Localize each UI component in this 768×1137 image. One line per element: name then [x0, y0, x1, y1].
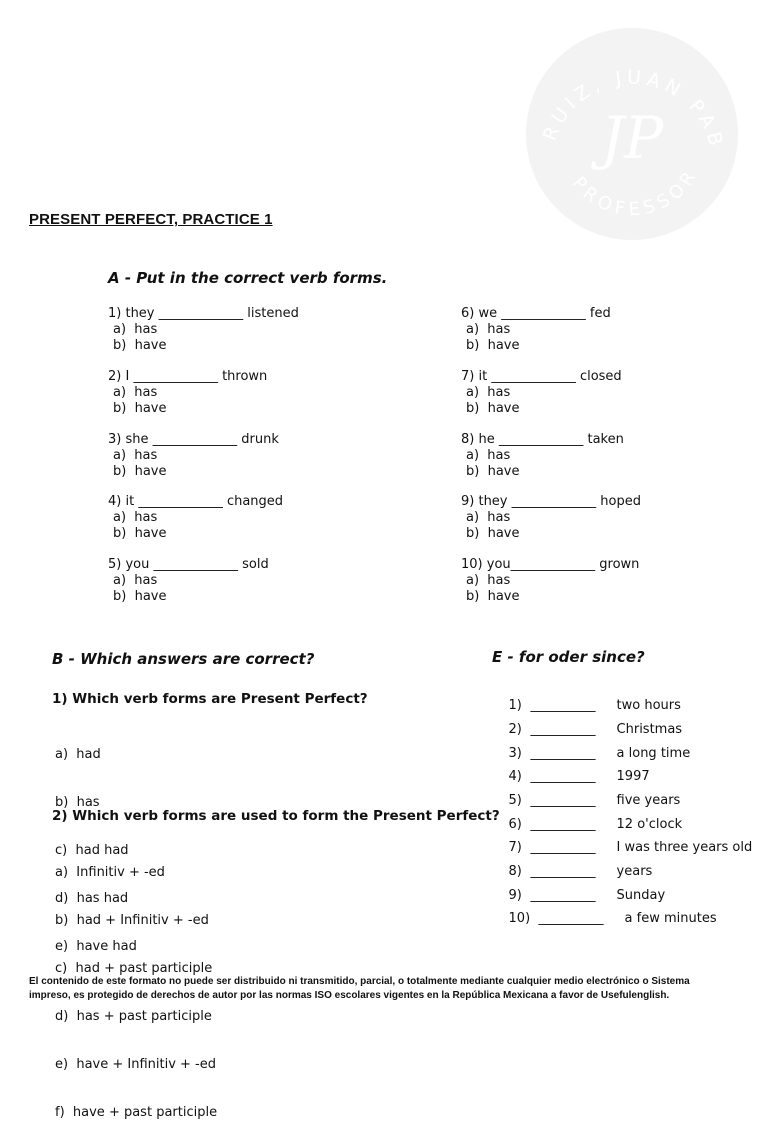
option-c: c) had had: [55, 843, 129, 858]
option-b: b) have: [466, 338, 520, 353]
professor-seal-watermark: [524, 26, 740, 242]
question-6: [461, 306, 611, 354]
question-line: 7) it _____________ closed: [461, 369, 622, 384]
seal-role-arc: PROFESSOR: [567, 164, 703, 221]
option-a: a) has: [466, 573, 511, 588]
question-1: [108, 306, 299, 354]
item-text: Sunday: [616, 888, 666, 903]
answer-blank: __________: [530, 888, 596, 903]
answer-blank: __________: [530, 793, 596, 808]
question-line: 10) you_____________ grown: [461, 557, 640, 572]
answer-blank: __________: [530, 722, 596, 737]
question-line: 9) they _____________ hoped: [461, 494, 641, 509]
item-text: a few minutes: [624, 911, 717, 926]
option-a: a) has: [113, 448, 158, 463]
option-d: d) has + past participle: [55, 1009, 212, 1024]
question-9: [461, 494, 641, 542]
option-a: a) had: [55, 747, 101, 762]
item-number: 3): [508, 746, 522, 761]
section-e-heading: E - for oder since?: [492, 648, 645, 666]
page-title: PRESENT PERFECT, PRACTICE 1: [29, 211, 273, 228]
option-d: d) has had: [55, 891, 129, 906]
item-text: 1997: [616, 769, 650, 784]
item-number: 9): [508, 888, 522, 903]
option-b: b) have: [113, 589, 167, 604]
option-b: b) have: [466, 589, 520, 604]
footer-line-1: El contenido de este formato no puede ser distribuido ni transmitido, parcial, o totalmente mediante cualquier medio electrónico o Sistema: [29, 976, 690, 987]
item-number: 4): [508, 769, 522, 784]
question-10: [461, 557, 639, 605]
answer-blank: __________: [530, 746, 596, 761]
item-number: 6): [508, 817, 522, 832]
question-line: 3) she _____________ drunk: [108, 432, 279, 447]
option-a: a) has: [113, 573, 158, 588]
item-text: 12 o'clock: [616, 817, 683, 832]
item-text: Christmas: [616, 722, 683, 737]
option-b: b) had + Infinitiv + -ed: [55, 913, 209, 928]
section-b-heading: B - Which answers are correct?: [52, 650, 315, 668]
item-text: years: [616, 864, 653, 879]
list-item: [492, 896, 717, 941]
item-number: 5): [508, 793, 522, 808]
option-b: b) have: [113, 526, 167, 541]
option-f: f) have + past participle: [55, 1105, 218, 1120]
option-b: b) have: [466, 526, 520, 541]
option-e: e) have + Infinitiv + -ed: [55, 1057, 217, 1072]
option-b: b) have: [466, 401, 520, 416]
footer-line-2: impreso, es protegido de derechos de autor por las normas ISO escolares vigentes en la República Mexicana a favor de Usefulenglish.: [29, 990, 670, 1001]
question-3: [108, 432, 279, 480]
option-a: a) has: [113, 322, 158, 337]
item-number: 10): [508, 911, 531, 926]
option-a: a) has: [466, 385, 511, 400]
option-a: a) has: [466, 510, 511, 525]
seal-initials: JP: [600, 104, 664, 172]
question-line: 2) I _____________ thrown: [108, 369, 268, 384]
option-e: e) have had: [55, 939, 137, 954]
item-text: two hours: [616, 698, 681, 713]
question-line: 5) you _____________ sold: [108, 557, 269, 572]
option-b: b) have: [113, 338, 167, 353]
question-2: [108, 369, 267, 417]
section-b-question-1: 1) Which verb forms are Present Perfect?: [52, 691, 368, 707]
option-b: b) have: [466, 464, 520, 479]
answer-blank: __________: [530, 817, 596, 832]
answer-blank: __________: [530, 769, 596, 784]
answer-blank: __________: [530, 698, 596, 713]
item-number: 2): [508, 722, 522, 737]
section-e-list: [492, 683, 762, 926]
answer-blank: __________: [530, 864, 596, 879]
option-a: a) has: [466, 448, 511, 463]
option-b: b) have: [113, 401, 167, 416]
item-text: five years: [616, 793, 681, 808]
question-8: [461, 432, 624, 480]
option-c: c) had + past participle: [55, 961, 213, 976]
question-line: 8) he _____________ taken: [461, 432, 624, 447]
question-4: [108, 494, 283, 542]
question-line: 6) we _____________ fed: [461, 306, 611, 321]
option-a: a) Infinitiv + -ed: [55, 865, 165, 880]
seal-name-arc: RUIZ, JUAN PAB: [538, 66, 728, 153]
option-b: b) has: [55, 795, 100, 810]
item-text: a long time: [616, 746, 691, 761]
copyright-footer: [29, 975, 749, 1003]
section-a-heading: A - Put in the correct verb forms.: [108, 269, 388, 287]
option-a: a) has: [466, 322, 511, 337]
question-5: [108, 557, 269, 605]
option-a: a) has: [113, 385, 158, 400]
option-a: a) has: [113, 510, 158, 525]
item-number: 7): [508, 840, 522, 855]
option-b: b) have: [113, 464, 167, 479]
item-number: 8): [508, 864, 522, 879]
item-text: I was three years old: [616, 840, 753, 855]
question-7: [461, 369, 622, 417]
answer-blank: __________: [530, 840, 596, 855]
item-number: 1): [508, 698, 522, 713]
answer-blank: __________: [538, 911, 604, 926]
section-b-question-2: 2) Which verb forms are used to form the Present Perfect?: [52, 808, 500, 824]
question-line: 4) it _____________ changed: [108, 494, 284, 509]
question-line: 1) they _____________ listened: [108, 306, 299, 321]
